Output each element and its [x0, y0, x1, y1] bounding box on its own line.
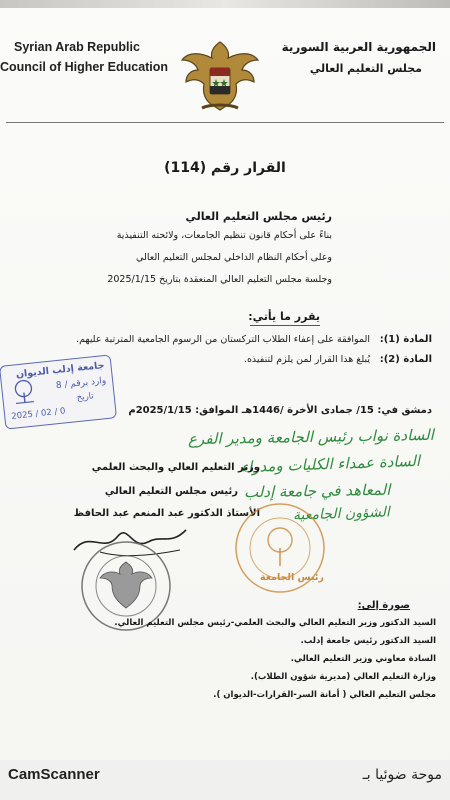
basis-line-3: وجلسة مجلس التعليم العالي المنعقدة بتاريخ 2025/1/15: [107, 274, 332, 285]
handwriting-line-1: السادة نواب رئيس الجامعة ومدير الفرع: [188, 425, 435, 449]
article-2-label: المادة (2):: [379, 354, 432, 365]
copy-item-4: وزارة التعليم العالي (مديرية شؤون الطلاب).: [250, 672, 436, 682]
header-ar-line1: الجمهورية العربية السورية: [281, 40, 436, 54]
seal-text: رئيس الجامعة: [260, 572, 324, 583]
syrian-eagle-emblem-icon: [180, 38, 260, 114]
header-ar-line2: مجلس التعليم العالي: [309, 62, 422, 75]
stamp-title: جامعة إدلب الديوان: [15, 360, 106, 381]
footer-scanned-by: موحة ضوئيا بـ: [362, 767, 442, 783]
article-2-text: يُبلغ هذا القرار لمن يلزم لتنفيذه.: [243, 354, 370, 365]
camscanner-footer: [0, 760, 450, 800]
copy-item-2: السيد الدكتور رئيس جامعة إدلب.: [300, 636, 436, 646]
decision-title: القرار رقم (114): [164, 160, 286, 176]
basis-line-2: وعلى أحكام النظام الداخلي لمجلس التعليم العالي: [136, 252, 332, 263]
header-en-line1: Syrian Arab Republic: [14, 40, 140, 54]
article-1-text: الموافقة على إعفاء الطلاب التركستان من الرسوم الجامعية المترتبة عليهم.: [76, 334, 370, 345]
handwriting-line-4: الشؤون الجامعية: [292, 504, 391, 524]
header-en-line2: Council of Higher Education: [0, 60, 169, 74]
copy-item-5: مجلس التعليم العالي ( أمانة السر-القرارات-الديوان ).: [213, 690, 436, 700]
stamp-date-value: 2025 / 02 / 0: [10, 406, 66, 422]
handwriting-line-2: السادة عمداء الكليات ومدراء: [240, 451, 421, 477]
signature-line-1: وزير التعليم العالي والبحث العلمي: [91, 462, 260, 473]
tree-logo-icon: [9, 377, 38, 406]
copy-item-3: السادة معاوني وزير التعليم العالي.: [290, 654, 436, 664]
article-1-label: المادة (1):: [379, 334, 432, 345]
date-line: دمشق في: 15/ جمادى الأخرة /1446هـ الموافق: 2025/1/15م: [128, 405, 432, 416]
scan-edge: [0, 0, 450, 8]
basis-line-1: بناءً على أحكام قانون تنظيم الجامعات، ولائحته التنفيذية: [116, 230, 332, 241]
stamp-incoming: وارد برقم / 8: [55, 375, 107, 392]
signature-line-3: الأستاذ الدكتور عبد المنعم عبد الحافظ: [73, 508, 260, 519]
decides-underline: [250, 325, 320, 326]
decides-heading: يقرر ما يأتي:: [248, 310, 320, 323]
handwriting-line-3: المعاهد في جامعة إدلب: [243, 480, 391, 502]
copies-title: صورة إلى:: [357, 600, 410, 611]
copy-item-1: السيد الدكتور وزير التعليم العالي والبحث العلمي-رئيس مجلس التعليم العالي.: [114, 618, 436, 628]
issuer-line: رئيس مجلس التعليم العالي: [185, 210, 332, 223]
signature-line-2: رئيس مجلس التعليم العالي: [104, 486, 238, 497]
incoming-stamp: [0, 354, 117, 429]
footer-camscanner: CamScanner: [8, 766, 100, 783]
header-divider: [6, 122, 444, 123]
stamp-date-label: تاريخ: [76, 391, 95, 404]
